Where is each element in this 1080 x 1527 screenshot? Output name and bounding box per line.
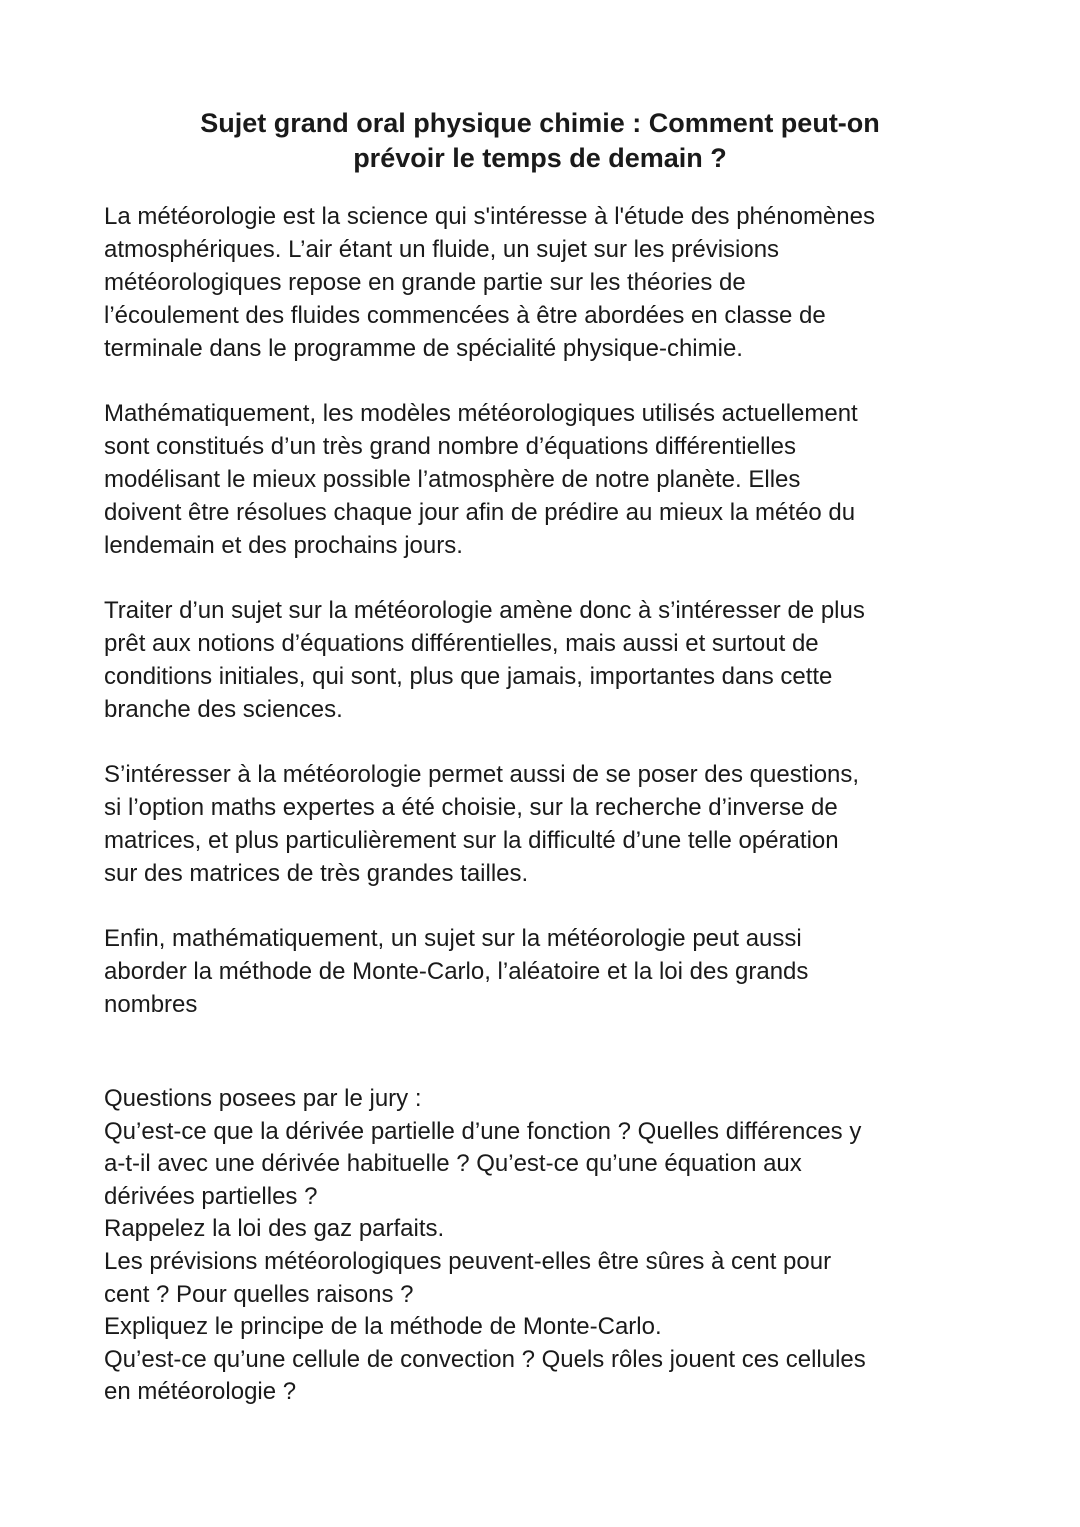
text-line: sur des matrices de très grandes tailles. <box>104 860 529 887</box>
title-line: prévoir le temps de demain ? <box>353 143 727 173</box>
text-line: sont constitués d’un très grand nombre d’équations différentielles <box>104 433 796 460</box>
text-line: aborder la méthode de Monte-Carlo, l’aléatoire et la loi des grands <box>104 958 809 985</box>
question-line: a-t-il avec une dérivée habituelle ? Qu’est-ce qu’une équation aux <box>104 1150 802 1178</box>
question-line: Rappelez la loi des gaz parfaits. <box>104 1215 445 1243</box>
text-line: Enfin, mathématiquement, un sujet sur la météorologie peut aussi <box>104 925 802 952</box>
paragraph-differential-equations <box>104 594 984 726</box>
text-line: Traiter d’un sujet sur la météorologie amène donc à s’intéresser de plus <box>104 597 865 624</box>
text-line: météorologiques repose en grande partie sur les théories de <box>104 269 746 296</box>
text-line: conditions initiales, qui sont, plus que jamais, importantes dans cette <box>104 663 833 690</box>
questions-heading: Questions posees par le jury : <box>104 1085 422 1112</box>
title-line: Sujet grand oral physique chimie : Comment peut-on <box>200 108 880 138</box>
text-line: La météorologie est la science qui s'intéresse à l'étude des phénomènes <box>104 203 875 230</box>
text-line: terminale dans le programme de spécialité physique-chimie. <box>104 335 743 362</box>
text-line: branche des sciences. <box>104 696 343 723</box>
text-line: doivent être résolues chaque jour afin de prédire au mieux la météo du <box>104 499 856 526</box>
text-line: atmosphériques. L’air étant un fluide, un sujet sur les prévisions <box>104 236 780 263</box>
text-line: Mathématiquement, les modèles météorologiques utilisés actuellement <box>104 400 858 427</box>
paragraph-math-models <box>104 397 984 562</box>
text-line: nombres <box>104 991 198 1018</box>
question-line: Les prévisions météorologiques peuvent-elles être sûres à cent pour <box>104 1247 832 1275</box>
text-line: prêt aux notions d’équations différentielles, mais aussi et surtout de <box>104 630 819 657</box>
text-line: S’intéresser à la météorologie permet aussi de se poser des questions, <box>104 761 860 788</box>
text-line: si l’option maths expertes a été choisie, sur la recherche d’inverse de <box>104 794 838 821</box>
text-line: l’écoulement des fluides commencées à être abordées en classe de <box>104 302 826 329</box>
document-body <box>104 200 984 1053</box>
paragraph-matrices <box>104 758 984 890</box>
paragraph-monte-carlo <box>104 922 984 1021</box>
text-line: matrices, et plus particulièrement sur la difficulté d’une telle opération <box>104 827 839 854</box>
paragraph-intro <box>104 200 984 365</box>
text-line: modélisant le mieux possible l’atmosphère de notre planète. Elles <box>104 466 801 493</box>
question-line: Qu’est-ce que la dérivée partielle d’une fonction ? Quelles différences y <box>104 1117 862 1145</box>
question-line: dérivées partielles ? <box>104 1182 318 1210</box>
text-line: lendemain et des prochains jours. <box>104 532 463 559</box>
question-line: Expliquez le principe de la méthode de Monte-Carlo. <box>104 1313 662 1341</box>
question-line: Qu’est-ce qu’une cellule de convection ? Quels rôles jouent ces cellules <box>104 1345 866 1373</box>
jury-questions <box>104 1083 984 1409</box>
question-line: cent ? Pour quelles raisons ? <box>104 1280 414 1308</box>
question-line: en météorologie ? <box>104 1378 297 1406</box>
page-title <box>104 106 976 176</box>
